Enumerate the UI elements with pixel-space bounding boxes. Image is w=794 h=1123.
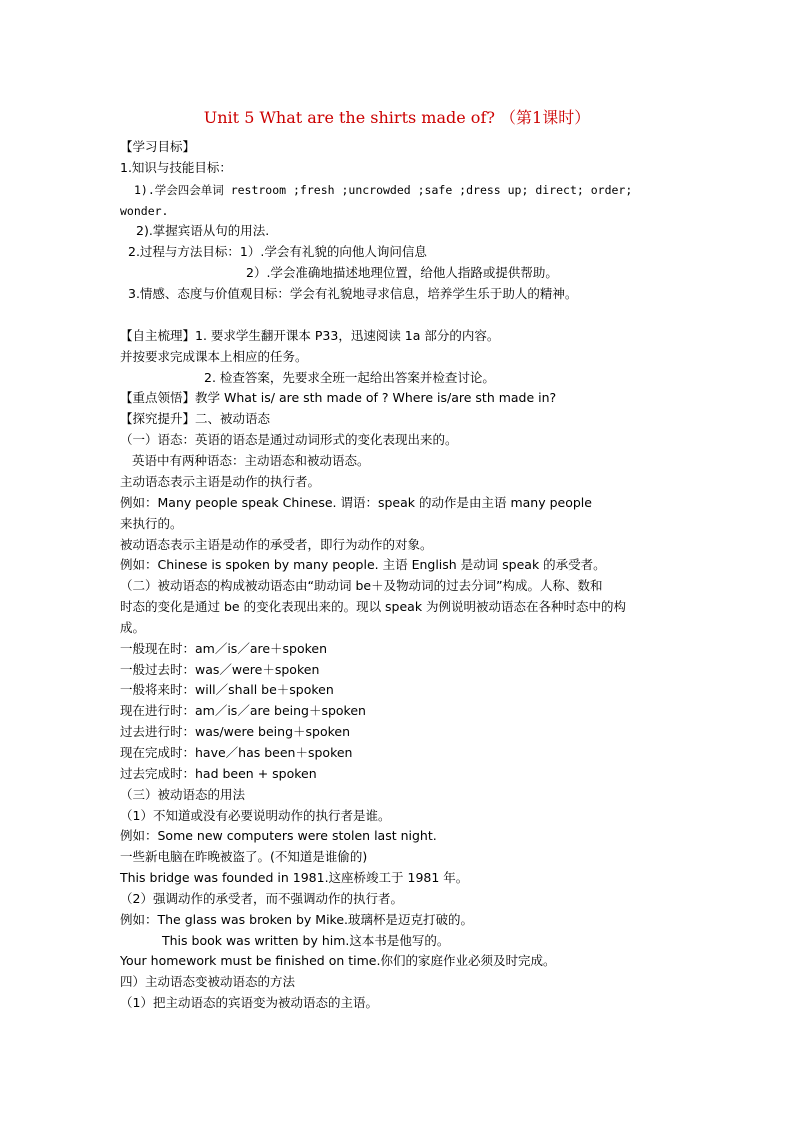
text-line: Your homework must be finished on time.你们的家庭作业必须及时完成。 bbox=[120, 953, 556, 968]
text-line: 被动语态表示主语是动作的承受者，即行为动作的对象。 bbox=[120, 537, 433, 552]
text-line: （1）把主动语态的宾语变为被动语态的主语。 bbox=[120, 995, 378, 1010]
text-line: 过去完成时：had been + spoken bbox=[120, 766, 317, 781]
text-line: 2. 检查答案，先要求全班一起给出答案并检查讨论。 bbox=[204, 370, 495, 385]
text-line: 来执行的。 bbox=[120, 516, 183, 531]
text-line: （2）强调动作的承受者，而不强调动作的执行者。 bbox=[120, 891, 403, 906]
text-line: 一般将来时：will／shall be＋spoken bbox=[120, 682, 334, 697]
text-line: This book was written by him.这本书是他写的。 bbox=[162, 933, 450, 948]
text-line: 【学习目标】 bbox=[120, 139, 196, 154]
text-line: 现在进行时：am／is／are being＋spoken bbox=[120, 703, 366, 718]
text-line: 一些新电脑在昨晚被盗了。(不知道是谁偷的) bbox=[120, 849, 368, 864]
text-line: 【探究提升】二、被动语态 bbox=[120, 411, 271, 426]
page-title: Unit 5 What are the shirts made of? （第1课时） bbox=[203, 108, 591, 127]
text-line: 1).学会四会单词 restroom ;fresh ;uncrowded ;safe ;dress up; direct; order; bbox=[134, 183, 633, 197]
text-line: 2).掌握宾语从句的用法. bbox=[136, 223, 270, 238]
text-line: 3.情感、态度与价值观目标：学会有礼貌地寻求信息，培养学生乐于助人的精神。 bbox=[128, 286, 578, 301]
text-line: （一）语态：英语的语态是通过动词形式的变化表现出来的。 bbox=[120, 432, 458, 447]
text-line: This bridge was founded in 1981.这座桥竣工于 1981 年。 bbox=[120, 870, 469, 885]
text-line: 例如：The glass was broken by Mike.玻璃杯是迈克打破的。 bbox=[120, 912, 474, 927]
text-line: 例如：Some new computers were stolen last night. bbox=[120, 828, 437, 843]
text-line: 例如：Many people speak Chinese. 谓语：speak 的动作是由主语 many people bbox=[120, 495, 592, 510]
text-line: 2.过程与方法目标：1）.学会有礼貌的向他人询问信息 bbox=[128, 244, 427, 259]
text-line: （1）不知道或没有必要说明动作的执行者是谁。 bbox=[120, 808, 391, 823]
text-line: 【重点领悟】教学 What is/ are sth made of ? Where is/are sth made in? bbox=[120, 390, 557, 405]
text-line: 并按要求完成课本上相应的任务。 bbox=[120, 349, 308, 364]
text-line: 2）.学会准确地描述地理位置，给他人指路或提供帮助。 bbox=[246, 265, 558, 280]
text-line: 一般过去时：was／were＋spoken bbox=[120, 662, 320, 677]
text-line: 现在完成时：have／has been＋spoken bbox=[120, 745, 353, 760]
text-line: 1.知识与技能目标： bbox=[120, 160, 232, 175]
text-line: （二）被动语态的构成被动语态由“助动词 be＋及物动词的过去分词”构成。人称、数和 bbox=[120, 578, 603, 593]
text-line: wonder. bbox=[120, 204, 169, 218]
text-line: 主动语态表示主语是动作的执行者。 bbox=[120, 474, 321, 489]
text-line: 一般现在时：am／is／are＋spoken bbox=[120, 641, 328, 656]
text-line: 成。 bbox=[120, 620, 146, 635]
text-line: （三）被动语态的用法 bbox=[120, 787, 246, 802]
text-line: 英语中有两种语态：主动语态和被动语态。 bbox=[132, 453, 370, 468]
text-line: 过去进行时：was/were being＋spoken bbox=[120, 724, 351, 739]
text-line: 四）主动语态变被动语态的方法 bbox=[120, 974, 296, 989]
text-line: 【自主梳理】1. 要求学生翻开课本 P33，迅速阅读 1a 部分的内容。 bbox=[120, 328, 500, 343]
text-line: 时态的变化是通过 be 的变化表现出来的。现以 speak 为例说明被动语态在各种时态中的构 bbox=[120, 599, 627, 614]
text-line: 例如：Chinese is spoken by many people. 主语 English 是动词 speak 的承受者。 bbox=[120, 557, 606, 572]
